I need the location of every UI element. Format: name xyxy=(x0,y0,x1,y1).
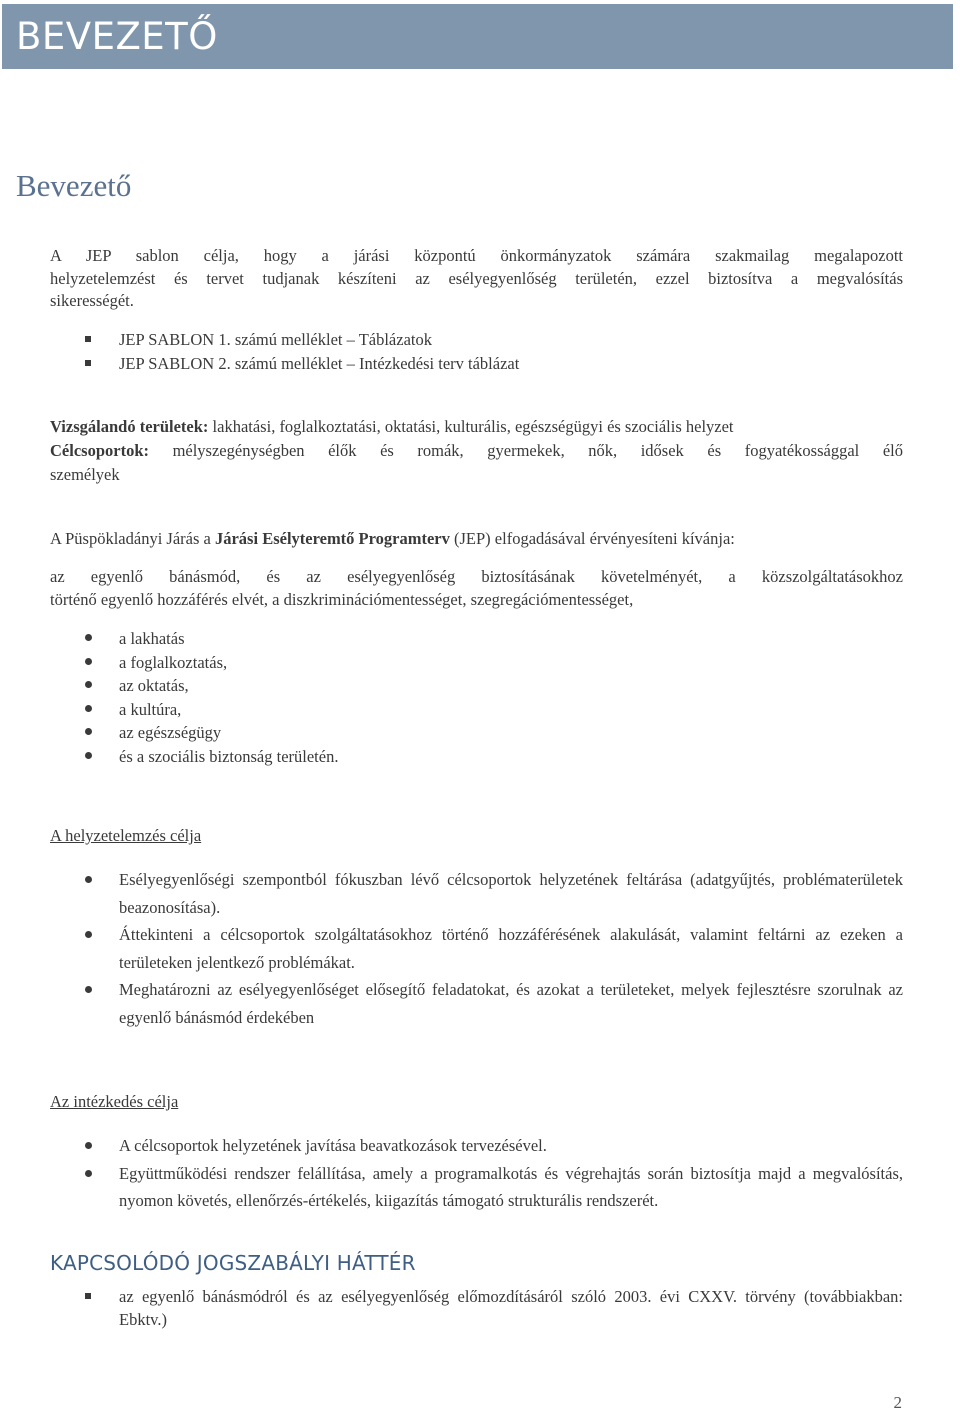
square-bullet-icon xyxy=(85,360,91,366)
bullet-icon xyxy=(85,728,92,735)
list-item: Meghatározni az esélyegyenlőséget elősegítő feladatokat, és azokat a területeket, melyek fejlesztésre szorulnak az egyenlő bánásmód érdekében xyxy=(50,976,903,1031)
measures-list xyxy=(50,1132,903,1215)
analysis-list xyxy=(50,866,903,1031)
bullet-icon xyxy=(85,876,92,883)
bullet-icon xyxy=(85,986,92,993)
list-item: az egészségügy xyxy=(50,721,903,745)
annex-list xyxy=(50,328,903,375)
page-number: 2 xyxy=(893,1393,902,1412)
target-text: mélyszegénységben élők és romák, gyermekek, nők, idősek és fogyatékossággal élő xyxy=(148,441,903,460)
bullet-icon xyxy=(85,681,92,688)
bullet-icon xyxy=(85,634,92,641)
list-item: Együttműködési rendszer felállítása, amely a programalkotás és végrehajtás során biztosítja majd a megvalósítás, nyomon követés, ellenőrzés-értékelés, kiigazítás támogató strukturális rendszerét. xyxy=(50,1160,903,1215)
legal-heading: KAPCSOLÓDÓ JOGSZABÁLYI HÁTTÉR xyxy=(50,1251,416,1275)
commitment-paragraph: A Püspökladányi Járás a Járási Esélyteremtő Programterv (JEP) elfogadásával érvényesíteni kívánja: xyxy=(50,529,735,548)
list-item: Áttekinteni a célcsoportok szolgáltatásokhoz történő hozzáférésének alakulását, valamint feltárni az ezeken a területeken jelentkező problémákat. xyxy=(50,921,903,976)
chapter-banner xyxy=(2,4,953,69)
list-item: JEP SABLON 2. számú melléklet – Intézkedési terv táblázat xyxy=(50,352,903,376)
intro-paragraph xyxy=(50,245,903,313)
bullet-icon xyxy=(85,1170,92,1177)
intro-line-3: sikerességét. xyxy=(50,291,134,310)
list-item: az egyenlő bánásmódról és az esélyegyenlőség előmozdításáról szóló 2003. évi CXXV. törvény (továbbiakban: Ebktv.) xyxy=(50,1285,903,1331)
principles-paragraph xyxy=(50,566,903,611)
bullet-icon xyxy=(85,705,92,712)
measures-heading: Az intézkedés célja xyxy=(50,1092,179,1111)
list-item: és a szociális biztonság területén. xyxy=(50,745,903,769)
programme-name: Járási Esélyteremtő Programterv xyxy=(214,529,450,548)
square-bullet-icon xyxy=(85,336,91,342)
areas-text: lakhatási, foglalkoztatási, oktatási, kulturális, egészségügyi és szociális helyzet xyxy=(208,417,734,436)
square-bullet-icon xyxy=(85,1293,91,1299)
bullet-icon xyxy=(85,931,92,938)
principles-line-1: az egyenlő bánásmód, és az esélyegyenlőség biztosításának követelményét, a közszolgáltatásokhoz xyxy=(50,567,903,586)
chapter-title: BEVEZETŐ xyxy=(16,15,218,58)
list-item: a lakhatás xyxy=(50,627,903,651)
list-item: az oktatás, xyxy=(50,674,903,698)
list-item: a foglalkoztatás, xyxy=(50,651,903,675)
legal-list xyxy=(50,1285,903,1331)
areas-line xyxy=(50,415,903,439)
list-item: A célcsoportok helyzetének javítása beavatkozások tervezésével. xyxy=(50,1132,903,1160)
list-item: a kultúra, xyxy=(50,698,903,722)
list-item: JEP SABLON 1. számú melléklet – Táblázatok xyxy=(50,328,903,352)
analysis-heading: A helyzetelemzés célja xyxy=(50,826,202,845)
scope-paragraph xyxy=(50,415,903,487)
target-line xyxy=(50,439,903,463)
areas-label: Vizsgálandó területek: xyxy=(50,417,209,436)
fields-list xyxy=(50,627,903,768)
target-label: Célcsoportok: xyxy=(50,441,149,460)
intro-line-2: helyzetelemzést és tervet tudjanak készíteni az esélyegyenlőség területén, ezzel biztosítva a megvalósítás xyxy=(50,268,903,288)
list-item: Esélyegyenlőségi szempontból fókuszban lévő célcsoportok helyzetének feltárása (adatgyűjtés, problématerületek beazonosítása). xyxy=(50,866,903,921)
principles-line-2: történő egyenlő hozzáférés elvét, a diszkriminációmentességet, szegregációmentességet, xyxy=(50,589,634,609)
intro-line-1: A JEP sablon célja, hogy a járási központú önkormányzatok számára szakmailag megalapozott xyxy=(50,246,903,265)
target-line-2: személyek xyxy=(50,465,120,484)
section-title: Bevezető xyxy=(16,168,132,203)
bullet-icon xyxy=(85,752,92,759)
bullet-icon xyxy=(85,658,92,665)
bullet-icon xyxy=(85,1142,92,1149)
